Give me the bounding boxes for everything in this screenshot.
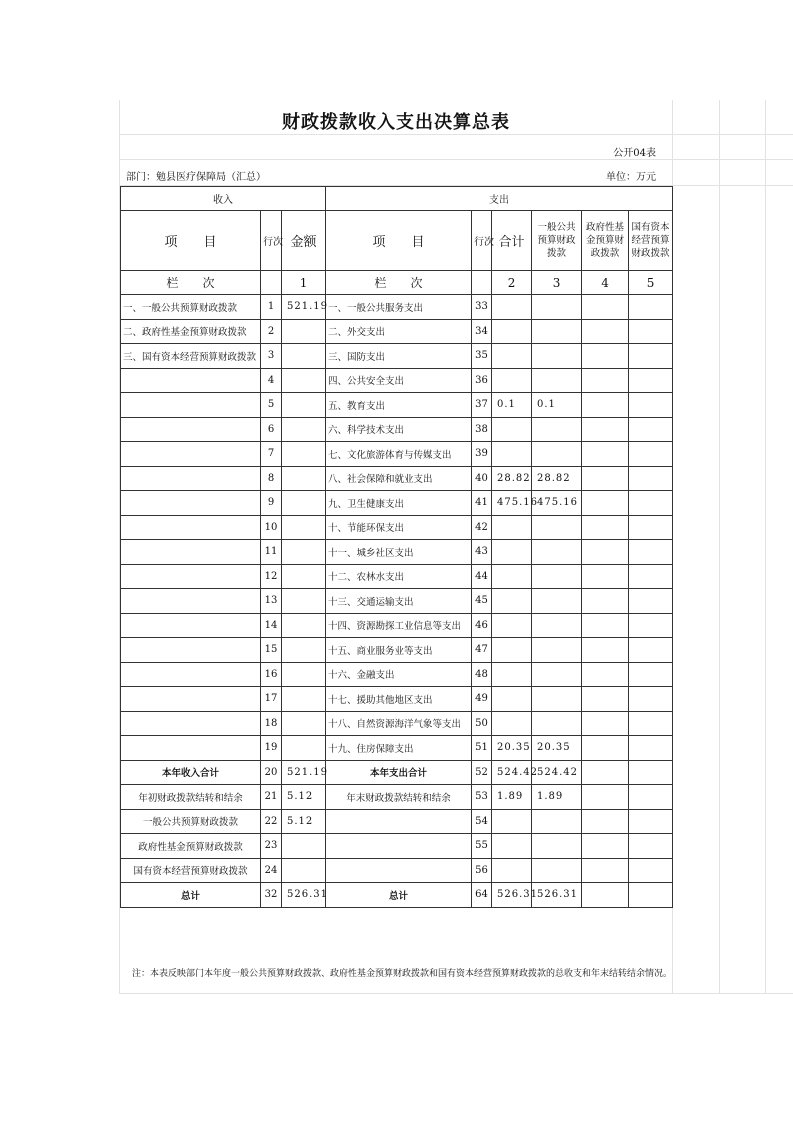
income-row-number: 22 <box>261 809 282 834</box>
gov-fund-header: 政府性基金预算财政拨款 <box>582 211 629 271</box>
general-budget-cell: 28.82 <box>532 466 582 491</box>
table-row <box>121 834 673 859</box>
expense-item-cell: 年末财政拨款结转和结余 <box>326 785 472 810</box>
gov-fund-cell <box>582 687 629 712</box>
income-row-number: 12 <box>261 564 282 589</box>
expense-item-cell <box>326 834 472 859</box>
expense-item-cell: 九、卫生健康支出 <box>326 491 472 516</box>
income-amount-cell <box>282 344 326 369</box>
general-budget-cell <box>532 417 582 442</box>
state-capital-cell <box>629 319 673 344</box>
expense-total-cell: 0.1 <box>492 393 532 418</box>
gov-fund-cell <box>582 638 629 663</box>
expense-row-number: 55 <box>472 834 492 859</box>
state-capital-cell <box>629 417 673 442</box>
table-row <box>121 368 673 393</box>
gov-fund-cell <box>582 515 629 540</box>
table-row <box>121 344 673 369</box>
table-row <box>121 491 673 516</box>
state-capital-cell <box>629 662 673 687</box>
expense-row-number: 47 <box>472 638 492 663</box>
income-amount-cell <box>282 368 326 393</box>
income-amount-cell <box>282 540 326 565</box>
expense-total-cell <box>492 295 532 320</box>
income-amount-cell <box>282 687 326 712</box>
income-row-number: 6 <box>261 417 282 442</box>
income-row-number: 23 <box>261 834 282 859</box>
expense-item-cell: 十九、住房保障支出 <box>326 736 472 761</box>
general-budget-cell <box>532 638 582 663</box>
expense-row-number: 52 <box>472 760 492 785</box>
gov-fund-cell <box>582 344 629 369</box>
income-amount-cell: 521.19 <box>282 760 326 785</box>
income-item-cell: 本年收入合计 <box>121 760 261 785</box>
expense-total-cell <box>492 319 532 344</box>
state-capital-cell <box>629 883 673 908</box>
income-item-cell: 年初财政拨款结转和结余 <box>121 785 261 810</box>
expense-total-cell <box>492 344 532 369</box>
budget-summary-table <box>120 186 673 908</box>
table-row <box>121 589 673 614</box>
expense-header: 支出 <box>326 187 673 211</box>
table-row <box>121 442 673 467</box>
income-item-cell <box>121 393 261 418</box>
income-item-header: 项 目 <box>121 211 261 271</box>
income-amount-cell <box>282 515 326 540</box>
expense-row-number: 50 <box>472 711 492 736</box>
income-amount-cell <box>282 613 326 638</box>
table-row <box>121 858 673 883</box>
general-budget-cell <box>532 564 582 589</box>
table-row <box>121 540 673 565</box>
expense-item-cell: 五、教育支出 <box>326 393 472 418</box>
general-budget-cell <box>532 662 582 687</box>
income-item-cell <box>121 638 261 663</box>
expense-column-label: 栏 次 <box>326 271 472 295</box>
expense-row-number: 64 <box>472 883 492 908</box>
gov-fund-cell <box>582 613 629 638</box>
expense-row-number: 33 <box>472 295 492 320</box>
state-capital-cell <box>629 442 673 467</box>
income-item-cell <box>121 491 261 516</box>
expense-total-cell: 28.82 <box>492 466 532 491</box>
income-amount-cell: 521.19 <box>282 295 326 320</box>
income-item-cell <box>121 736 261 761</box>
expense-total-cell <box>492 540 532 565</box>
income-row-number: 18 <box>261 711 282 736</box>
gov-fund-cell <box>582 295 629 320</box>
expense-item-cell: 二、外交支出 <box>326 319 472 344</box>
expense-item-cell: 十八、自然资源海洋气象等支出 <box>326 711 472 736</box>
gov-fund-cell <box>582 564 629 589</box>
table-row <box>121 564 673 589</box>
income-item-cell <box>121 687 261 712</box>
table-row <box>121 393 673 418</box>
table-row <box>121 662 673 687</box>
expense-total-cell <box>492 368 532 393</box>
income-row-number: 4 <box>261 368 282 393</box>
expense-row-number: 51 <box>472 736 492 761</box>
state-capital-cell <box>629 858 673 883</box>
expense-total-cell <box>492 711 532 736</box>
state-capital-cell <box>629 589 673 614</box>
state-capital-cell <box>629 540 673 565</box>
state-capital-cell <box>629 491 673 516</box>
gov-fund-cell <box>582 711 629 736</box>
gov-fund-cell <box>582 589 629 614</box>
expense-item-cell: 八、社会保障和就业支出 <box>326 466 472 491</box>
state-capital-cell <box>629 393 673 418</box>
income-row-number: 17 <box>261 687 282 712</box>
income-amount-cell <box>282 858 326 883</box>
expense-total-cell <box>492 834 532 859</box>
state-capital-cell <box>629 515 673 540</box>
income-row-number: 1 <box>261 295 282 320</box>
income-amount-cell <box>282 417 326 442</box>
income-row-number: 7 <box>261 442 282 467</box>
expense-total-cell <box>492 564 532 589</box>
expense-total-cell <box>492 589 532 614</box>
income-amount-cell <box>282 662 326 687</box>
income-item-cell <box>121 589 261 614</box>
general-budget-cell: 0.1 <box>532 393 582 418</box>
empty-cell <box>472 271 492 295</box>
col-number-1: 1 <box>282 271 326 295</box>
general-budget-cell: 20.35 <box>532 736 582 761</box>
expense-row-number: 56 <box>472 858 492 883</box>
expense-row-number: 45 <box>472 589 492 614</box>
expense-total-cell <box>492 858 532 883</box>
gov-fund-cell <box>582 883 629 908</box>
general-budget-cell <box>532 368 582 393</box>
state-capital-cell <box>629 638 673 663</box>
general-budget-cell <box>532 295 582 320</box>
income-item-cell: 总计 <box>121 883 261 908</box>
gov-fund-cell <box>582 540 629 565</box>
general-budget-cell: 524.42 <box>532 760 582 785</box>
table-row <box>121 515 673 540</box>
general-budget-cell <box>532 589 582 614</box>
expense-row-number: 35 <box>472 344 492 369</box>
income-row-number: 3 <box>261 344 282 369</box>
general-budget-cell: 1.89 <box>532 785 582 810</box>
table-row <box>121 638 673 663</box>
expense-item-cell: 本年支出合计 <box>326 760 472 785</box>
income-row-number: 15 <box>261 638 282 663</box>
expense-total-cell: 475.16 <box>492 491 532 516</box>
state-capital-cell <box>629 344 673 369</box>
income-amount-cell <box>282 491 326 516</box>
income-item-cell: 一般公共预算财政拨款 <box>121 809 261 834</box>
income-item-cell <box>121 368 261 393</box>
expense-item-cell: 十一、城乡社区支出 <box>326 540 472 565</box>
expense-row-number: 39 <box>472 442 492 467</box>
unit-label: 单位：万元 <box>606 172 656 183</box>
income-item-cell: 一、一般公共预算财政拨款 <box>121 295 261 320</box>
income-row-number: 11 <box>261 540 282 565</box>
income-item-cell <box>121 417 261 442</box>
expense-row-number: 53 <box>472 785 492 810</box>
gov-fund-cell <box>582 858 629 883</box>
income-header: 收入 <box>121 187 326 211</box>
state-capital-cell <box>629 834 673 859</box>
table-row <box>121 687 673 712</box>
income-amount-cell <box>282 736 326 761</box>
expense-item-cell: 十二、农林水支出 <box>326 564 472 589</box>
expense-total-header: 合计 <box>492 211 532 271</box>
table-row <box>121 736 673 761</box>
expense-row-number: 48 <box>472 662 492 687</box>
income-row-number: 16 <box>261 662 282 687</box>
table-row <box>121 613 673 638</box>
header-row-sections <box>121 187 673 211</box>
gov-fund-cell <box>582 368 629 393</box>
expense-item-cell: 三、国防支出 <box>326 344 472 369</box>
table-row <box>121 785 673 810</box>
income-amount-cell <box>282 393 326 418</box>
gov-fund-cell <box>582 760 629 785</box>
general-budget-cell <box>532 809 582 834</box>
income-amount-cell: 5.12 <box>282 785 326 810</box>
income-amount-cell <box>282 466 326 491</box>
expense-row-number: 36 <box>472 368 492 393</box>
table-row <box>121 466 673 491</box>
general-budget-cell <box>532 711 582 736</box>
expense-total-cell <box>492 417 532 442</box>
gov-fund-cell <box>582 736 629 761</box>
expense-item-cell: 十七、援助其他地区支出 <box>326 687 472 712</box>
expense-total-cell <box>492 662 532 687</box>
expense-item-header: 项 目 <box>326 211 472 271</box>
table-row <box>121 417 673 442</box>
expense-total-cell <box>492 613 532 638</box>
general-budget-cell: 526.31 <box>532 883 582 908</box>
footnote: 注：本表反映部门本年度一般公共预算财政拨款、政府性基金预算财政拨款和国有资本经营预算财政拨款的总收支和年末结转结余情况。 <box>132 969 673 979</box>
state-capital-cell <box>629 785 673 810</box>
expense-row-number: 40 <box>472 466 492 491</box>
income-row-number: 13 <box>261 589 282 614</box>
empty-cell <box>261 271 282 295</box>
general-budget-cell <box>532 344 582 369</box>
income-item-cell <box>121 662 261 687</box>
state-capital-cell <box>629 295 673 320</box>
general-budget-cell <box>532 515 582 540</box>
table-row <box>121 319 673 344</box>
expense-row-number: 49 <box>472 687 492 712</box>
expense-item-cell: 十四、资源勘探工业信息等支出 <box>326 613 472 638</box>
expense-row-number: 44 <box>472 564 492 589</box>
table-row <box>121 809 673 834</box>
income-item-cell: 政府性基金预算财政拨款 <box>121 834 261 859</box>
expense-total-cell <box>492 638 532 663</box>
expense-row-number: 37 <box>472 393 492 418</box>
income-column-label: 栏 次 <box>121 271 261 295</box>
expense-row-number: 54 <box>472 809 492 834</box>
general-budget-cell <box>532 687 582 712</box>
expense-total-cell <box>492 442 532 467</box>
income-amount-cell <box>282 442 326 467</box>
income-amount-cell <box>282 319 326 344</box>
income-item-cell <box>121 613 261 638</box>
expense-item-cell: 六、科学技术支出 <box>326 417 472 442</box>
expense-total-cell <box>492 515 532 540</box>
income-row-no-header: 行次 <box>261 211 282 271</box>
expense-total-cell <box>492 687 532 712</box>
expense-total-cell <box>492 809 532 834</box>
income-amount-header: 金额 <box>282 211 326 271</box>
income-row-number: 21 <box>261 785 282 810</box>
income-item-cell: 国有资本经营预算财政拨款 <box>121 858 261 883</box>
income-row-number: 24 <box>261 858 282 883</box>
state-capital-cell <box>629 613 673 638</box>
income-amount-cell <box>282 564 326 589</box>
expense-item-cell: 十三、交通运输支出 <box>326 589 472 614</box>
department-label: 部门：勉县医疗保障局（汇总） <box>126 172 266 183</box>
state-capital-cell <box>629 687 673 712</box>
gov-fund-cell <box>582 466 629 491</box>
income-item-cell <box>121 442 261 467</box>
general-budget-cell <box>532 613 582 638</box>
expense-item-cell: 一、一般公共服务支出 <box>326 295 472 320</box>
header-row-column-numbers <box>121 271 673 295</box>
income-item-cell <box>121 466 261 491</box>
general-budget-cell: 475.16 <box>532 491 582 516</box>
expense-item-cell <box>326 809 472 834</box>
gov-fund-cell <box>582 417 629 442</box>
expense-row-number: 46 <box>472 613 492 638</box>
expense-item-cell: 十六、金融支出 <box>326 662 472 687</box>
expense-item-cell <box>326 858 472 883</box>
state-capital-cell <box>629 736 673 761</box>
income-amount-cell <box>282 711 326 736</box>
income-row-number: 2 <box>261 319 282 344</box>
income-row-number: 9 <box>261 491 282 516</box>
general-budget-cell <box>532 858 582 883</box>
general-budget-header: 一般公共预算财政拨款 <box>532 211 582 271</box>
income-item-cell <box>121 515 261 540</box>
table-row <box>121 883 673 908</box>
income-amount-cell: 5.12 <box>282 809 326 834</box>
income-amount-cell <box>282 834 326 859</box>
income-amount-cell <box>282 589 326 614</box>
state-capital-cell <box>629 809 673 834</box>
expense-total-cell: 1.89 <box>492 785 532 810</box>
income-amount-cell: 526.31 <box>282 883 326 908</box>
state-capital-header: 国有资本经营预算财政拨款 <box>629 211 673 271</box>
income-row-number: 10 <box>261 515 282 540</box>
state-capital-cell <box>629 760 673 785</box>
gov-fund-cell <box>582 442 629 467</box>
col-number-5: 5 <box>629 271 673 295</box>
expense-item-cell: 十五、商业服务业等支出 <box>326 638 472 663</box>
general-budget-cell <box>532 540 582 565</box>
expense-total-cell: 526.31 <box>492 883 532 908</box>
income-item-cell <box>121 564 261 589</box>
table-row <box>121 295 673 320</box>
expense-row-number: 41 <box>472 491 492 516</box>
income-item-cell <box>121 711 261 736</box>
state-capital-cell <box>629 711 673 736</box>
income-row-number: 5 <box>261 393 282 418</box>
expense-row-number: 34 <box>472 319 492 344</box>
income-row-number: 19 <box>261 736 282 761</box>
gov-fund-cell <box>582 834 629 859</box>
expense-row-number: 42 <box>472 515 492 540</box>
table-row <box>121 711 673 736</box>
expense-item-cell: 十、节能环保支出 <box>326 515 472 540</box>
general-budget-cell <box>532 834 582 859</box>
table-row <box>121 760 673 785</box>
col-number-4: 4 <box>582 271 629 295</box>
expense-row-number: 43 <box>472 540 492 565</box>
income-item-cell <box>121 540 261 565</box>
expense-item-cell: 七、文化旅游体育与传媒支出 <box>326 442 472 467</box>
income-row-number: 20 <box>261 760 282 785</box>
income-row-number: 8 <box>261 466 282 491</box>
gov-fund-cell <box>582 393 629 418</box>
gov-fund-cell <box>582 319 629 344</box>
form-number: 公开04表 <box>613 148 656 159</box>
income-item-cell: 三、国有资本经营预算财政拨款 <box>121 344 261 369</box>
expense-item-cell: 总计 <box>326 883 472 908</box>
general-budget-cell <box>532 442 582 467</box>
expense-total-cell: 524.42 <box>492 760 532 785</box>
income-item-cell: 二、政府性基金预算财政拨款 <box>121 319 261 344</box>
gov-fund-cell <box>582 785 629 810</box>
state-capital-cell <box>629 564 673 589</box>
expense-row-no-header: 行次 <box>472 211 492 271</box>
state-capital-cell <box>629 466 673 491</box>
expense-total-cell: 20.35 <box>492 736 532 761</box>
gov-fund-cell <box>582 662 629 687</box>
page-title: 财政拨款收入支出决算总表 <box>282 112 510 133</box>
income-row-number: 14 <box>261 613 282 638</box>
gov-fund-cell <box>582 809 629 834</box>
expense-row-number: 38 <box>472 417 492 442</box>
state-capital-cell <box>629 368 673 393</box>
col-number-2: 2 <box>492 271 532 295</box>
general-budget-cell <box>532 319 582 344</box>
col-number-3: 3 <box>532 271 582 295</box>
gov-fund-cell <box>582 491 629 516</box>
income-row-number: 32 <box>261 883 282 908</box>
header-row-columns <box>121 211 673 271</box>
expense-item-cell: 四、公共安全支出 <box>326 368 472 393</box>
income-amount-cell <box>282 638 326 663</box>
